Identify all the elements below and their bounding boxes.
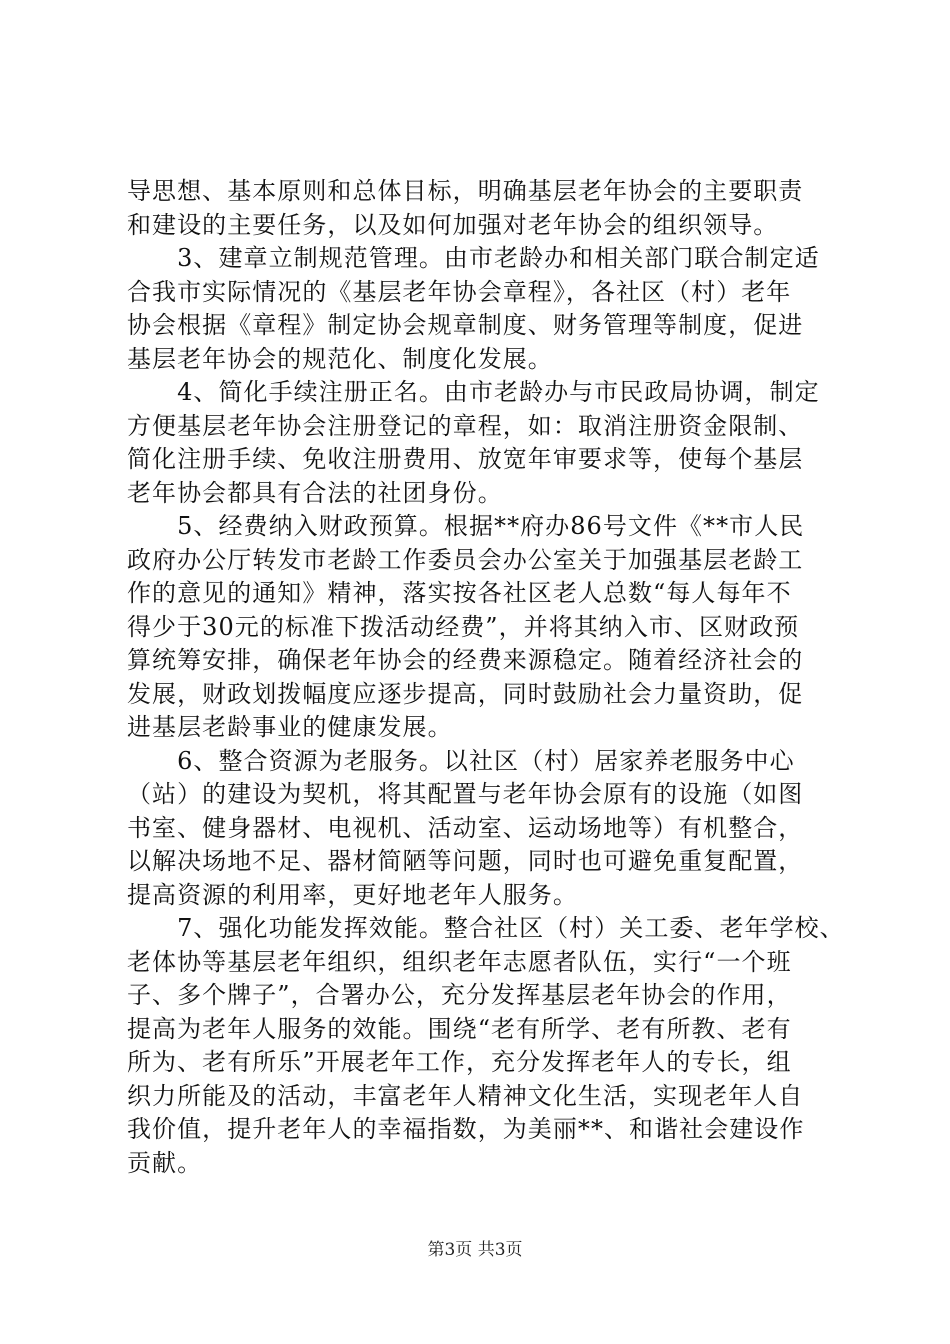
page-number-footer: 第3页 共3页 bbox=[427, 1240, 523, 1260]
text-line: 子、多个牌子”，合署办公，充分发挥基层老年协会的作用， bbox=[127, 981, 792, 1009]
text-line: 协会根据《章程》制定协会规章制度、财务管理等制度，促进 bbox=[127, 311, 804, 339]
text-line: 以解决场地不足、器材简陋等问题，同时也可避免重复配置， bbox=[127, 847, 804, 875]
text-line: 贡献。 bbox=[127, 1148, 203, 1177]
text-line: 作的意见的通知》精神，落实按各社区老人总数“每人每年不 bbox=[127, 579, 792, 607]
text-line: 书室、健身器材、电视机、活动室、运动场地等）有机整合， bbox=[127, 813, 804, 842]
text-line: 提高为老年人服务的效能。围绕“老有所学、老有所教、老有 bbox=[127, 1014, 792, 1043]
text-line: 我价值，提升老年人的幸福指数，为美丽**、和谐社会建设作 bbox=[127, 1115, 805, 1143]
text-line: 提高资源的利用率，更好地老年人服务。 bbox=[127, 880, 578, 909]
text-line: 导思想、基本原则和总体目标，明确基层老年协会的主要职责 bbox=[127, 177, 804, 205]
text-line: 3、建章立制规范管理。由市老龄办和相关部门联合制定适 bbox=[127, 244, 820, 272]
document-body bbox=[127, 175, 845, 1180]
text-line: 7、强化功能发挥效能。整合社区（村）关工委、老年学校、 bbox=[127, 914, 845, 942]
text-line: 老年协会都具有合法的社团身份。 bbox=[127, 478, 503, 507]
text-line: 得少于30元的标准下拨活动经费”，并将其纳入市、区财政预 bbox=[127, 612, 800, 641]
text-line: 和建设的主要任务，以及如何加强对老年协会的组织领导。 bbox=[127, 210, 779, 239]
text-line: 织力所能及的活动，丰富老年人精神文化生活，实现老年人自 bbox=[127, 1081, 804, 1110]
text-line: 合我市实际情况的《基层老年协会章程》，各社区（村）老年 bbox=[127, 277, 792, 306]
text-line: 所为、老有所乐”开展老年工作，充分发挥老年人的专长，组 bbox=[127, 1048, 792, 1076]
text-line: 发展，财政划拨幅度应逐步提高，同时鼓励社会力量资助，促 bbox=[127, 679, 804, 708]
text-line: 政府办公厅转发市老龄工作委员会办公室关于加强基层老龄工 bbox=[127, 545, 804, 574]
text-line: 方便基层老年协会注册登记的章程，如：取消注册资金限制、 bbox=[127, 411, 804, 440]
text-line: （站）的建设为契机，将其配置与老年协会原有的设施（如图 bbox=[127, 780, 804, 808]
text-line: 5、经费纳入财政预算。根据**府办86号文件《**市人民 bbox=[127, 512, 805, 540]
text-line: 进基层老龄事业的健康发展。 bbox=[127, 713, 453, 741]
text-line: 老体协等基层老年组织，组织老年志愿者队伍，实行“一个班 bbox=[127, 947, 792, 976]
text-line: 4、简化手续注册正名。由市老龄办与市民政局协调，制定 bbox=[127, 378, 820, 406]
text-line: 简化注册手续、免收注册费用、放宽年审要求等，使每个基层 bbox=[127, 445, 804, 473]
text-line: 基层老年协会的规范化、制度化发展。 bbox=[127, 344, 553, 373]
text-line: 6、整合资源为老服务。以社区（村）居家养老服务中心 bbox=[127, 746, 795, 775]
text-line: 算统筹安排，确保老年协会的经费来源稳定。随着经济社会的 bbox=[127, 646, 804, 674]
